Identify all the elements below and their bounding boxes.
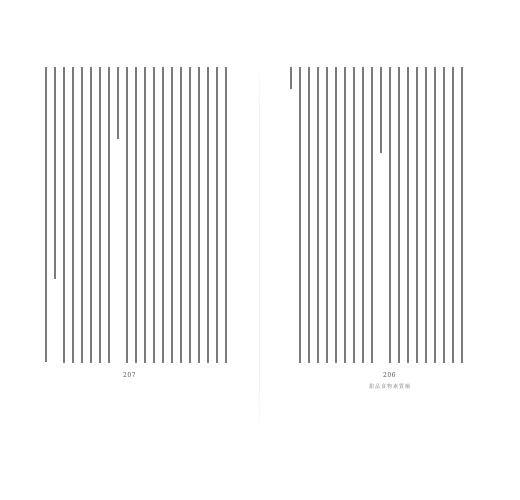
text-column	[72, 67, 74, 363]
text-column	[398, 67, 400, 363]
text-column	[389, 67, 391, 363]
text-column	[135, 67, 137, 363]
text-column	[461, 67, 463, 363]
text-column	[308, 67, 310, 363]
text-column	[108, 67, 110, 363]
text-column	[335, 67, 337, 363]
text-column	[452, 67, 454, 363]
text-column	[425, 67, 427, 363]
text-column	[407, 67, 409, 363]
text-column	[362, 67, 364, 363]
text-column	[290, 67, 292, 89]
text-column	[380, 67, 382, 153]
text-column	[416, 67, 418, 363]
text-column	[90, 67, 92, 363]
text-column	[353, 67, 355, 363]
text-column	[371, 67, 373, 363]
right-page	[260, 0, 520, 500]
text-column	[117, 67, 119, 139]
text-column	[81, 67, 83, 363]
text-column	[99, 67, 101, 363]
text-column	[317, 67, 319, 363]
text-column	[189, 67, 191, 363]
text-column	[180, 67, 182, 363]
right-page-text-block	[290, 67, 470, 364]
page-number: 207	[123, 372, 136, 379]
text-column	[443, 67, 445, 363]
text-column	[63, 67, 65, 363]
text-column	[207, 67, 209, 363]
text-column	[126, 67, 128, 363]
text-column	[144, 67, 146, 363]
text-column	[54, 67, 56, 279]
text-column	[198, 67, 200, 363]
text-column	[153, 67, 155, 363]
text-column	[326, 67, 328, 363]
text-column	[45, 67, 47, 362]
text-column	[162, 67, 164, 363]
running-footer: 甜品食物素質檢	[369, 384, 412, 390]
left-page-text-block	[45, 67, 228, 364]
page-number: 206	[383, 372, 396, 379]
text-column	[434, 67, 436, 363]
text-column	[299, 67, 301, 363]
text-column	[171, 67, 173, 363]
text-column	[344, 67, 346, 363]
text-column	[225, 67, 227, 363]
text-column	[216, 67, 218, 363]
